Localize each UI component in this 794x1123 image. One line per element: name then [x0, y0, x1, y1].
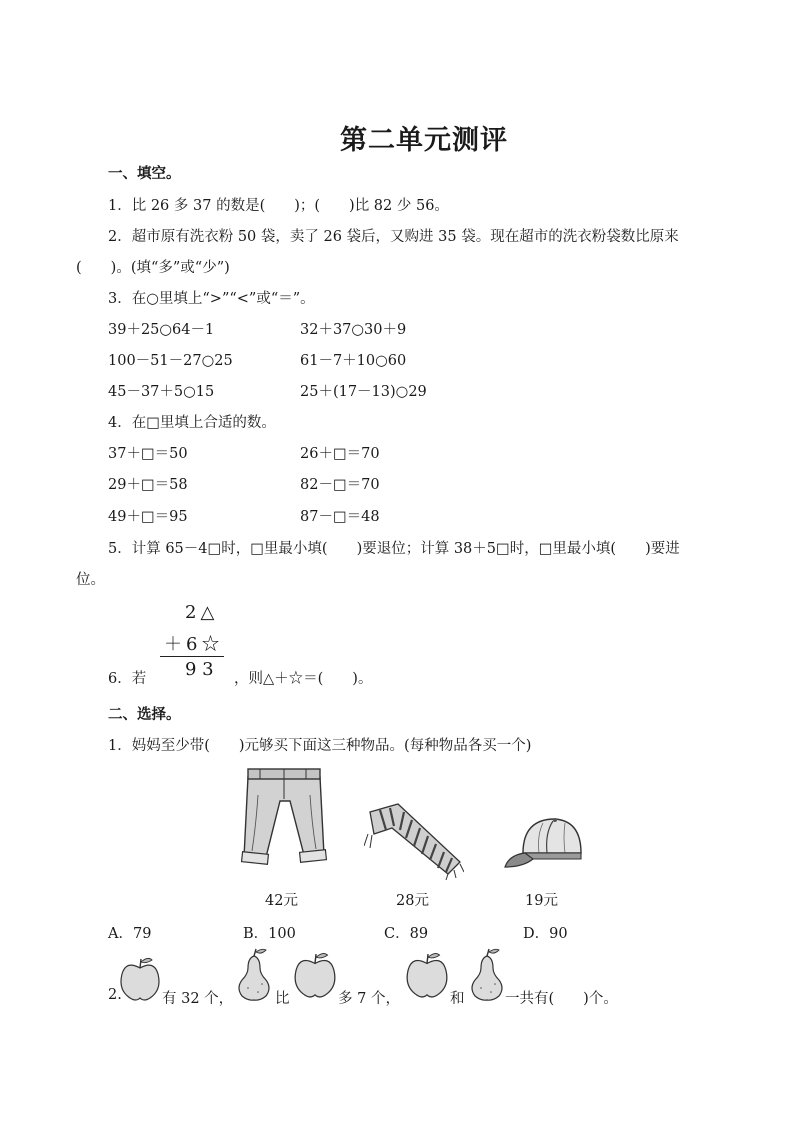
compare-item: 39＋25○64－1: [108, 322, 215, 338]
vertical-addend-1: 2△: [185, 602, 219, 623]
question-1-4: 4．在□里填上合适的数。: [108, 415, 276, 431]
price-pants: 42元: [265, 893, 298, 909]
fill-box-item: 37＋□＝50: [108, 446, 188, 462]
question-2-2-text-2: 比: [275, 991, 290, 1007]
fill-box-item: 29＋□＝58: [108, 477, 188, 493]
pear-icon: [234, 948, 274, 1002]
pear-icon: [467, 948, 507, 1002]
question-2-2-number: 2.: [108, 987, 122, 1003]
vertical-addend-2: ＋6☆: [164, 634, 224, 655]
compare-item: 45－37＋5○15: [108, 384, 215, 400]
fill-box-item: 82－□＝70: [300, 477, 380, 493]
question-2-1: 1．妈妈至少带( )元够买下面这三种物品。(每种物品各买一个): [108, 738, 532, 754]
apple-icon: [118, 956, 162, 1002]
page-title: 第二单元测评: [340, 125, 508, 156]
scarf-icon: [364, 800, 464, 880]
pants-icon: [240, 765, 328, 877]
fill-box-item: 26＋□＝70: [300, 446, 380, 462]
question-1-6-prefix: 6．若: [108, 671, 147, 687]
fill-box-item: 49＋□＝95: [108, 509, 188, 525]
option-d: D．90: [523, 926, 568, 942]
question-1-5-line2: 位。: [76, 572, 105, 588]
price-scarf: 28元: [396, 893, 429, 909]
question-2-2-text-4: 和: [450, 991, 465, 1007]
apple-icon: [292, 950, 338, 1000]
question-1-3: 3．在○里填上“>”“<”或“＝”。: [108, 291, 315, 307]
cap-icon: [503, 813, 585, 873]
question-1-1: 1．比 26 多 37 的数是( )；( )比 82 少 56。: [108, 198, 449, 214]
compare-item: 100－51－27○25: [108, 353, 233, 369]
section-choice-heading: 二、选择。: [108, 707, 181, 723]
question-1-2-line2: ( )。(填“多”或“少”): [76, 260, 230, 276]
vertical-sum-line: [160, 656, 224, 657]
price-cap: 19元: [525, 893, 558, 909]
question-2-2-text-1: 有 32 个，: [162, 991, 234, 1007]
apple-icon: [404, 950, 450, 1000]
section-fill-heading: 一、填空。: [108, 166, 181, 182]
option-c: C．89: [384, 926, 429, 942]
option-b: B．100: [243, 926, 296, 942]
question-2-2-text-3: 多 7 个，: [338, 991, 400, 1007]
question-2-2-text-5: 一共有( )个。: [505, 991, 618, 1007]
question-1-5-line1: 5．计算 65－4□时，□里最小填( )要退位；计算 38＋5□时，□里最小填( )要进: [108, 541, 680, 557]
question-1-6-suffix: ，则△＋☆＝( )。: [234, 671, 373, 687]
compare-item: 32＋37○30＋9: [300, 322, 407, 338]
question-1-2-line1: 2．超市原有洗衣粉 50 袋，卖了 26 袋后，又购进 35 袋。现在超市的洗衣粉袋数比原来: [108, 229, 679, 245]
compare-item: 25＋(17－13)○29: [300, 384, 427, 400]
vertical-sum: 9 3: [185, 659, 214, 680]
fill-box-item: 87－□＝48: [300, 509, 380, 525]
option-a: A．79: [108, 926, 152, 942]
compare-item: 61－7＋10○60: [300, 353, 407, 369]
